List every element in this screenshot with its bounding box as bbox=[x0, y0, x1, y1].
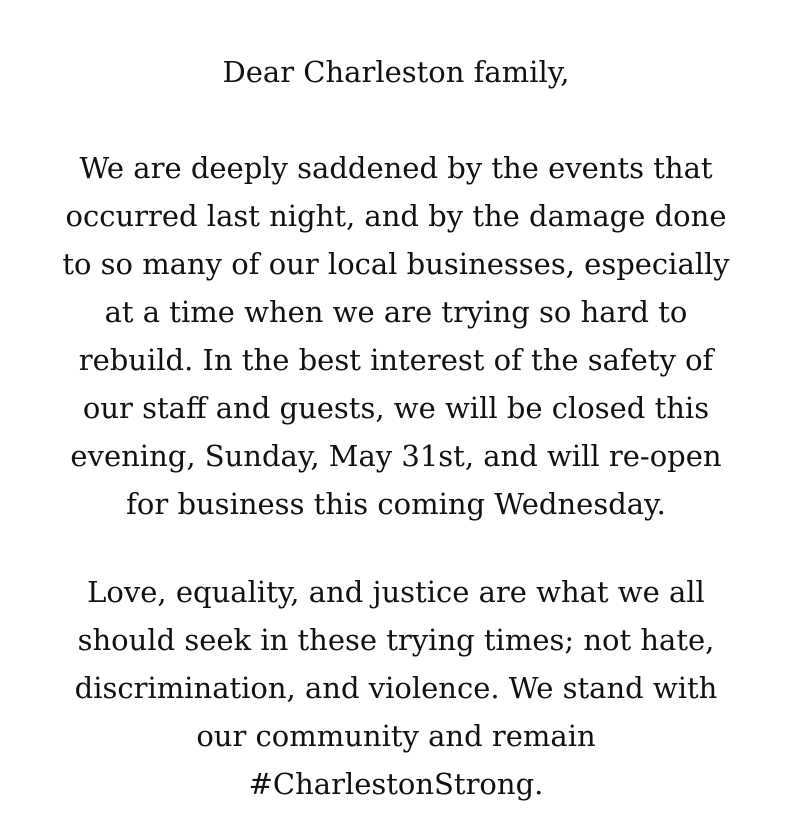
paragraph-1-line: We are deeply saddened by the events that bbox=[79, 151, 713, 185]
paragraph-1-line: at a time when we are trying so hard to bbox=[104, 295, 688, 329]
paragraph-1-line: for business this coming Wednesday. bbox=[126, 487, 666, 521]
paragraph-2-line: our community and remain bbox=[196, 719, 596, 753]
salutation: Dear Charleston family, bbox=[222, 55, 570, 89]
hashtag-line: #CharlestonStrong. bbox=[248, 767, 544, 801]
paragraph-2-line: should seek in these trying times; not hate, bbox=[77, 623, 715, 657]
paragraph-1-line: rebuild. In the best interest of the safety of bbox=[78, 343, 714, 377]
paragraph-2-line: Love, equality, and justice are what we all bbox=[87, 575, 705, 609]
paragraph-1-line: occurred last night, and by the damage done bbox=[65, 199, 727, 233]
paragraph-1-line: to so many of our local businesses, especially bbox=[62, 247, 730, 281]
paragraph-1-line: evening, Sunday, May 31st, and will re-open bbox=[70, 439, 722, 473]
paragraph-1-line: our staff and guests, we will be closed this bbox=[82, 391, 710, 425]
paragraph-2-line: discrimination, and violence. We stand with bbox=[74, 671, 718, 705]
